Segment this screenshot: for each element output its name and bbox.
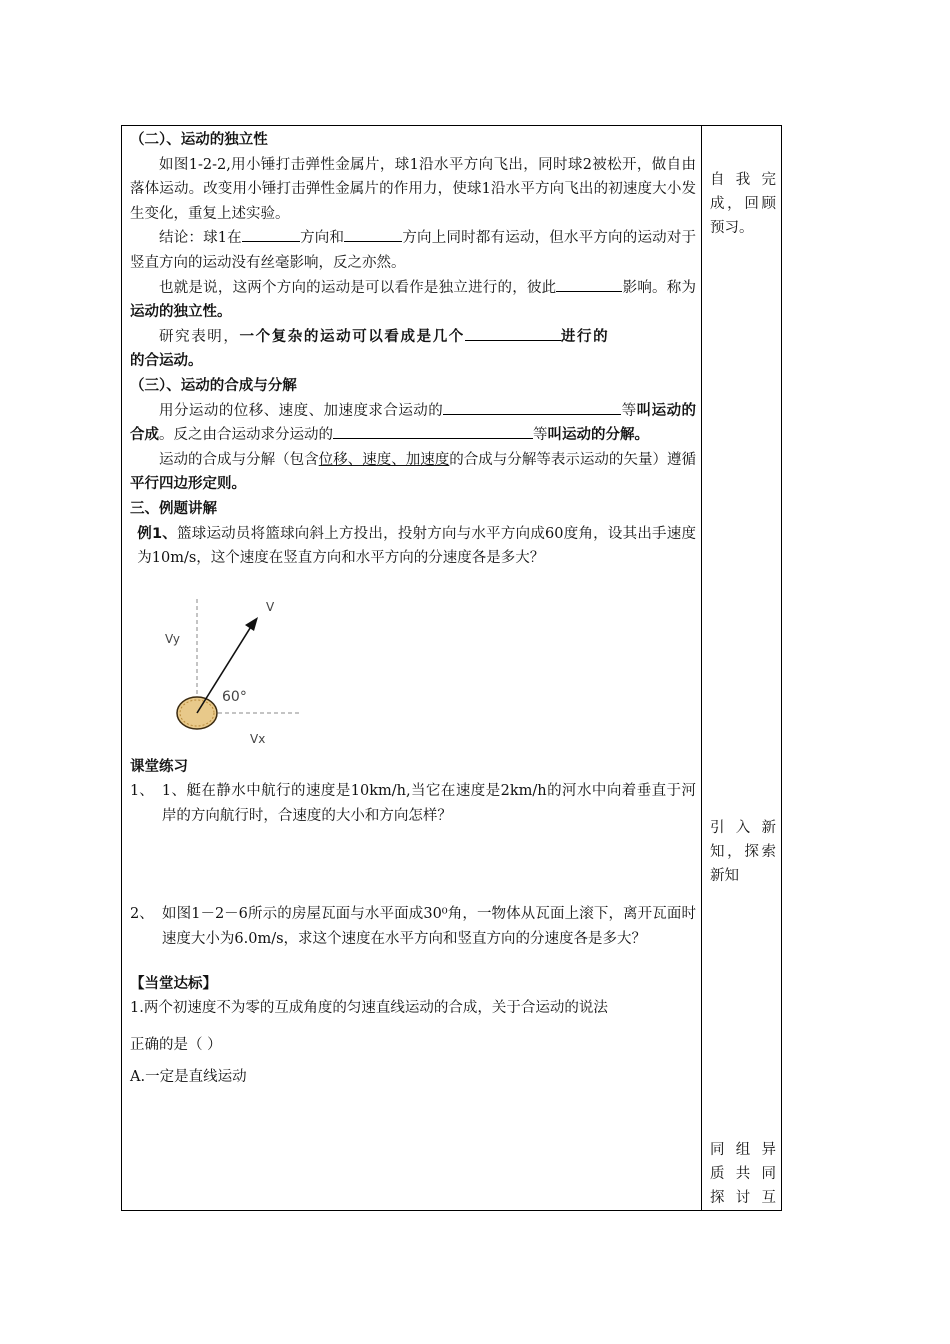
section2-heading: （二）、运动的独立性 <box>130 132 268 148</box>
vy-label: Vy <box>165 631 180 646</box>
examples-heading: 三、例题讲解 <box>130 500 217 517</box>
independence-para: 也就是说，这两个方向的运动是可以看作是独立进行的，彼此 影响。称为运动的独立性。 <box>130 276 696 325</box>
blank-line[interactable] <box>556 276 622 292</box>
sidebar-note-2: 引入新 知，探索 新知 <box>710 820 776 884</box>
column-divider <box>701 126 702 1210</box>
vx-label: Vx <box>250 731 266 746</box>
example1: 例1、篮球运动员将篮球向斜上方投出，投射方向与水平方向成60度角，设其出手速度为10m/s，这个速度在竖直方向和水平方向的分速度各是多大？ <box>137 525 697 567</box>
angle-label: 60° <box>222 688 247 705</box>
section3-heading: （三）、运动的合成与分解 <box>130 377 297 394</box>
velocity-diagram <box>160 595 310 745</box>
practice-heading: 课堂练习 <box>130 758 188 775</box>
arrow-head-icon <box>245 617 258 631</box>
standard-q1-line2: 正确的是（ ） <box>130 1036 222 1053</box>
practice-q2: 2、 如图1－2－6所示的房屋瓦面与水平面成30⁰角，一物体从瓦面上滚下，离开瓦面时速度大小为6.0m/s，求这个速度在水平方向和竖直方向的分速度各是多大？ <box>130 906 696 948</box>
blank-line[interactable] <box>465 325 561 341</box>
velocity-diagram-svg <box>160 595 310 745</box>
standard-q1-line1: 1.两个初速度不为零的互成角度的匀速直线运动的合成，关于合运动的说法 <box>130 1000 608 1017</box>
blank-line[interactable] <box>242 226 300 242</box>
v-label: V <box>266 599 275 614</box>
blank-line[interactable] <box>443 399 621 415</box>
conclusion-para: 结论：球1在 方向和 方向上同时都有运动，但水平方向的运动对于竖直方向的运动没有丝毫影响，反之亦然。 <box>130 226 696 275</box>
practice-q1: 1、 1、艇在静水中航行的速度是10km/h,当它在速度是2km/h的河水中向着垂直于河岸的方向航行时，合速度的大小和方向怎样？ <box>130 783 696 824</box>
composition-para: 用分运动的位移、速度、加速度求合运动的 等叫运动的合成。反之由合运动求分运动的 等叫运动的分解。 <box>130 399 696 448</box>
research-tail: 的合运动。 <box>130 353 203 370</box>
main-column <box>130 128 696 1090</box>
section2-para1: 如图1-2-2,用小锤打击弹性金属片，球1沿水平方向飞出，同时球2被松开，做自由落体运动。改变用小锤打击弹性金属片的作用力，使球1沿水平方向飞出的初速度大小发生变化，重复上述实验。 <box>130 156 696 222</box>
research-para: 研究表明，一个复杂的运动可以看成是几个 进行的 <box>130 325 696 350</box>
blank-line[interactable] <box>333 423 533 439</box>
option-a: A.一定是直线运动 <box>130 1069 247 1086</box>
parallelogram-para: 运动的合成与分解（包含位移、速度、加速度的合成与分解等表示运动的矢量）遵循平行四边形定则。 <box>130 451 697 493</box>
blank-line[interactable] <box>344 226 402 242</box>
lesson-table <box>121 125 782 1211</box>
sidebar-note-3: 同组异 质共同 探讨互 <box>710 1142 776 1206</box>
standard-heading: 【当堂达标】 <box>130 975 217 992</box>
sidebar-note-1: 自我完 成，回顾 预习。 <box>710 172 776 236</box>
